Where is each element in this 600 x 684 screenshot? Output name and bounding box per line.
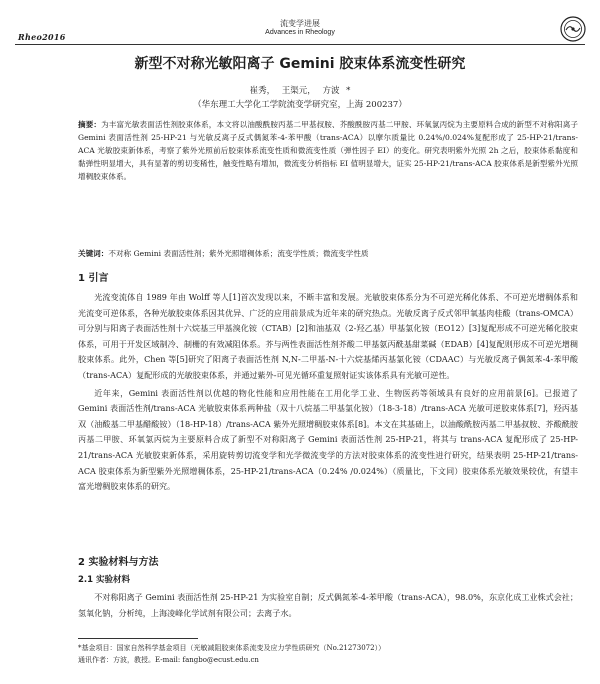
footnote-contact: 通讯作者：方波，教授。E-mail: fangbo@ecust.edu.cn	[78, 656, 259, 664]
society-seal-icon	[560, 16, 586, 42]
subsection-heading-materials: 2.1 实验材料	[78, 575, 131, 585]
section-heading-materials-methods: 2 实验材料与方法	[78, 557, 159, 568]
keywords	[78, 248, 578, 260]
section-heading-introduction: 1 引言	[78, 273, 109, 284]
footnote	[78, 642, 578, 666]
abstract	[78, 118, 578, 183]
paper-title: 新型不对称光敏阳离子 Gemini 胶束体系流变性研究	[134, 56, 466, 72]
abstract-label: 摘要：	[78, 120, 102, 129]
intro-paragraph-1: 光流变流体自 1989 年由 Wolff 等人[1]首次发现以来，不断丰富和发展。光敏胶束体系分为不可逆光稀化体系、不可逆光增稠体系和光流变可逆体系，各种光敏胶束体系因其优异、广泛的应用前景成为近年来的研究热点。光敏反离子反式邻甲氧基肉桂酸（trans-OMCA）可分别与阳离子表面活性剂十六烷基三甲基溴化铵（CTAB）[2]和油基双（2-羟乙基）甲基氯化铵（EO12）[3]复配形成不可逆光稀化胶束体系，可用于开发区域制冷、制栅的有效减阻体系。芥与两性表面活性剂芥酸二甲基氨丙酰基甜菜碱（EDAB）[4]复配则形成不可逆光增稠胶束体系。此外，Chen 等[5]研究了阳离子表面活性剂 N,N-二甲基-N-十六烷基烯丙基氯化铵（CDAAC）与光敏反离子偶氮苯-4-苯甲酸（trans-ACA）复配形成的光敏胶束体系，并通过紫外-可见光循环重复照射证实该体系具有光敏可逆性。	[78, 292, 578, 380]
affiliation: （华东理工大学化工学院流变学研究室，上海 200237）	[193, 100, 407, 110]
keywords-text: 不对称 Gemini 表面活性剂；紫外光照增稠体系；流变学性质；微流变学性质	[108, 249, 369, 258]
header-divider	[15, 44, 585, 45]
journal-name-cn: 流变学进展	[280, 19, 320, 28]
materials-paragraph: 不对称阳离子 Gemini 表面活性剂 25-HP-21 为实验室自制；反式偶氮苯-4-苯甲酸（trans-ACA），98.0%，东京化成工业株式会社；氢氧化钠，分析纯，上海凌峰化学试剂有限公司；去离子水。	[78, 592, 578, 618]
journal-header	[0, 19, 600, 37]
introduction-body	[78, 290, 578, 495]
footnote-fund: *基金项目：国家自然科学基金项目（光敏减阻胶束体系流变及应力学性质研究（No.21273072））	[78, 644, 386, 652]
journal-name-en: Advances in Rheology	[265, 29, 335, 36]
footnote-divider	[78, 638, 198, 639]
journal-short-name: Rheo2016	[18, 32, 66, 42]
intro-paragraph-2: 近年来，Gemini 表面活性剂以优越的物化性能和应用性能在工用化学工业、生物医药等领域具有良好的应用前景[6]。已报道了 Gemini 表面活性剂/trans-ACA 光敏胶束体系两种盐（双十八烷基二甲基氯化铵）（18-3-18）/trans-ACA 光敏可逆胶束体系[7]，羟丙基双（油酸基二甲基醋酸铵）（18-HP-18）/trans-ACA 紫外光照增稠胶束体系[8]。本文在其基础上，以油酸酰胺丙基二甲基叔胺、芥酸酰胺丙基二甲胺、环氧氯丙烷为主要原料合成了新型不对称阳离子 Gemini 表面活性剂 25-HP-21，将其与 trans-ACA 复配形成了 25-HP-21/trans-ACA 光敏胶束新体系，采用旋转剪切流变学和光学微流变学的方法对胶束体系的流变性进行研究，结果表明 25-HP-21/trans-ACA 胶束体系为新型紫外光照增稠体系，25-HP-21/trans-ACA（0.24% /0.024%）（质量比，下文同）胶束体系光敏效果较优，有望丰富光增稠胶束体系的研究。	[78, 387, 578, 492]
author-list: 崔秀， 王渠元， 方波 *	[249, 86, 351, 96]
abstract-text: 为丰富光敏表面活性剂胶束体系，本文将以油酸酰胺丙基二甲基叔胺、芥酸酰胺丙基二甲胺、环氧氯丙烷为主要原料合成的新型不对称阳离子 Gemini 表面活性剂 25-HP-21 与光敏反离子反式偶氮苯-4-苯甲酸（trans-ACA）以摩尔质量比 0.24%/0.024%复配形成了 25-HP-21/trans-ACA 光敏胶束新体系，考察了紫外光照前后胶束体系流变性质和微流变性质（弹性因子 EI）的变化。研究表明紫外光照 2h 之后，胶束体系黏度和黏弹性明显增大，具有显著的剪切变稀性，触变性略有增加，微流变分析指标 EI 值明显增大，证实 25-HP-21/trans-ACA 胶束体系是新型紫外光照增稠胶束体系。	[78, 120, 579, 181]
materials-body	[78, 590, 578, 621]
keywords-label: 关键词：	[78, 249, 109, 258]
